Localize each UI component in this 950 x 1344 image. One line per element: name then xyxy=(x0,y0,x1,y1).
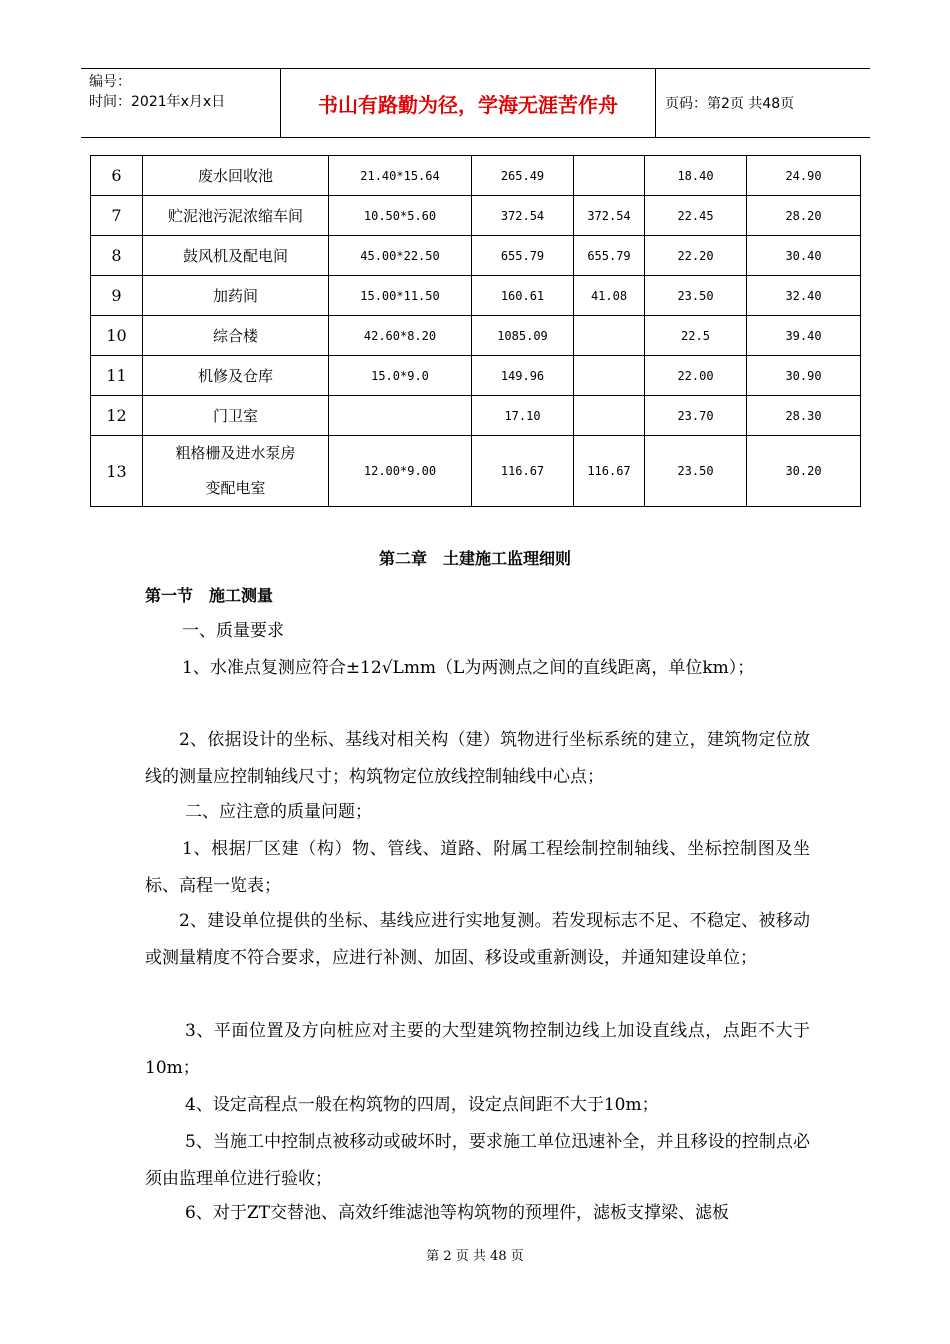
paragraph: 1、根据厂区建（构）物、管线、道路、附属工程绘制控制轴线、坐标控制图及坐标、高程一览表； xyxy=(145,839,810,896)
paragraph: 2、建设单位提供的坐标、基线应进行实地复测。若发现标志不足、不稳定、被移动或测量精度不符合要求，应进行补测、加固、移设或重新测设，并通知建设单位； xyxy=(145,911,810,968)
cell-elev1: 23.50 xyxy=(645,276,747,316)
cell-area: 372.54 xyxy=(472,196,574,236)
paragraph: 4、设定高程点一般在构筑物的四周，设定点间距不大于10m； xyxy=(185,1095,659,1115)
table-row xyxy=(91,396,861,436)
table-row xyxy=(91,316,861,356)
cell-name: 机修及仓库 xyxy=(143,356,329,396)
cell-elev2: 28.30 xyxy=(747,396,861,436)
cell-area2 xyxy=(574,316,645,356)
table-row xyxy=(91,356,861,396)
cell-no: 11 xyxy=(91,356,143,396)
cell-elev2: 32.40 xyxy=(747,276,861,316)
cell-elev1: 22.5 xyxy=(645,316,747,356)
number-label: 编号： xyxy=(89,74,131,90)
paragraph: 3、平面位置及方向桩应对主要的大型建筑物控制边线上加设直线点，点距不大于10m； xyxy=(145,1021,810,1078)
cell-area2: 41.08 xyxy=(574,276,645,316)
cell-area: 116.67 xyxy=(472,436,574,507)
cell-name: 综合楼 xyxy=(143,316,329,356)
cell-area2 xyxy=(574,356,645,396)
chapter-title: 第二章 土建施工监理细则 xyxy=(378,549,571,568)
cell-name-line: 变配电室 xyxy=(205,479,266,497)
cell-size: 45.00*22.50 xyxy=(329,236,472,276)
paragraph: 1、水准点复测应符合±12√Lmm（L为两测点之间的直线距离，单位km）； xyxy=(182,658,755,678)
paragraph: 5、当施工中控制点被移动或破坏时，要求施工单位迅速补全，并且移设的控制点必须由监理单位进行验收； xyxy=(145,1132,810,1189)
cell-no: 9 xyxy=(91,276,143,316)
cell-name: 门卫室 xyxy=(143,396,329,436)
cell-name: 贮泥池污泥浓缩车间 xyxy=(143,196,329,236)
cell-elev1: 22.20 xyxy=(645,236,747,276)
table-row xyxy=(91,436,861,507)
cell-area2: 655.79 xyxy=(574,236,645,276)
page-footer: 第 2 页 共 48 页 xyxy=(426,1249,524,1264)
table-row xyxy=(91,276,861,316)
cell-area2 xyxy=(574,156,645,196)
cell-no: 10 xyxy=(91,316,143,356)
cell-size: 21.40*15.64 xyxy=(329,156,472,196)
cell-no: 6 xyxy=(91,156,143,196)
cell-area2: 372.54 xyxy=(574,196,645,236)
header-page-info: 页码：第2页 共48页 xyxy=(665,96,795,112)
cell-size: 15.00*11.50 xyxy=(329,276,472,316)
cell-name-line: 粗格栅及进水泵房 xyxy=(175,444,296,462)
cell-size: 12.00*9.00 xyxy=(329,436,472,507)
cell-elev1: 23.70 xyxy=(645,396,747,436)
table-row xyxy=(91,196,861,236)
cell-elev2: 30.20 xyxy=(747,436,861,507)
section-title: 第一节 施工测量 xyxy=(145,586,274,605)
cell-area: 160.61 xyxy=(472,276,574,316)
paragraph: 2、依据设计的坐标、基线对相关构（建）筑物进行坐标系统的建立，建筑物定位放线的测量应控制轴线尺寸；构筑物定位放线控制轴线中心点； xyxy=(145,730,810,787)
cell-no: 13 xyxy=(91,436,143,507)
table-row xyxy=(91,236,861,276)
cell-area: 265.49 xyxy=(472,156,574,196)
paragraph: 6、对于ZT交替池、高效纤维滤池等构筑物的预埋件，滤板支撑梁、滤板 xyxy=(185,1203,729,1223)
cell-name xyxy=(143,436,329,507)
cell-elev2: 30.40 xyxy=(747,236,861,276)
cell-elev2: 28.20 xyxy=(747,196,861,236)
paragraph: 二、应注意的质量问题； xyxy=(185,802,372,822)
cell-no: 12 xyxy=(91,396,143,436)
cell-area: 655.79 xyxy=(472,236,574,276)
cell-elev1: 23.50 xyxy=(645,436,747,507)
cell-elev2: 30.90 xyxy=(747,356,861,396)
cell-elev1: 18.40 xyxy=(645,156,747,196)
cell-size: 15.0*9.0 xyxy=(329,356,472,396)
table-row xyxy=(91,156,861,196)
cell-size: 42.60*8.20 xyxy=(329,316,472,356)
time-label: 时间：2021年x月x日 xyxy=(89,94,226,110)
cell-elev1: 22.00 xyxy=(645,356,747,396)
cell-no: 8 xyxy=(91,236,143,276)
cell-no: 7 xyxy=(91,196,143,236)
cell-elev2: 39.40 xyxy=(747,316,861,356)
cell-area: 149.96 xyxy=(472,356,574,396)
header-meta xyxy=(81,69,281,137)
header-motto: 书山有路勤为径，学海无涯苦作舟 xyxy=(281,69,656,137)
cell-area2 xyxy=(574,396,645,436)
page-header xyxy=(81,68,870,138)
cell-size: 10.50*5.60 xyxy=(329,196,472,236)
cell-area2: 116.67 xyxy=(574,436,645,507)
cell-area: 1085.09 xyxy=(472,316,574,356)
cell-elev2: 24.90 xyxy=(747,156,861,196)
cell-area: 17.10 xyxy=(472,396,574,436)
cell-name: 鼓风机及配电间 xyxy=(143,236,329,276)
cell-elev1: 22.45 xyxy=(645,196,747,236)
paragraph: 一、质量要求 xyxy=(182,621,284,641)
cell-name: 废水回收池 xyxy=(143,156,329,196)
cell-name: 加药间 xyxy=(143,276,329,316)
cell-size xyxy=(329,396,472,436)
building-table xyxy=(90,155,861,507)
